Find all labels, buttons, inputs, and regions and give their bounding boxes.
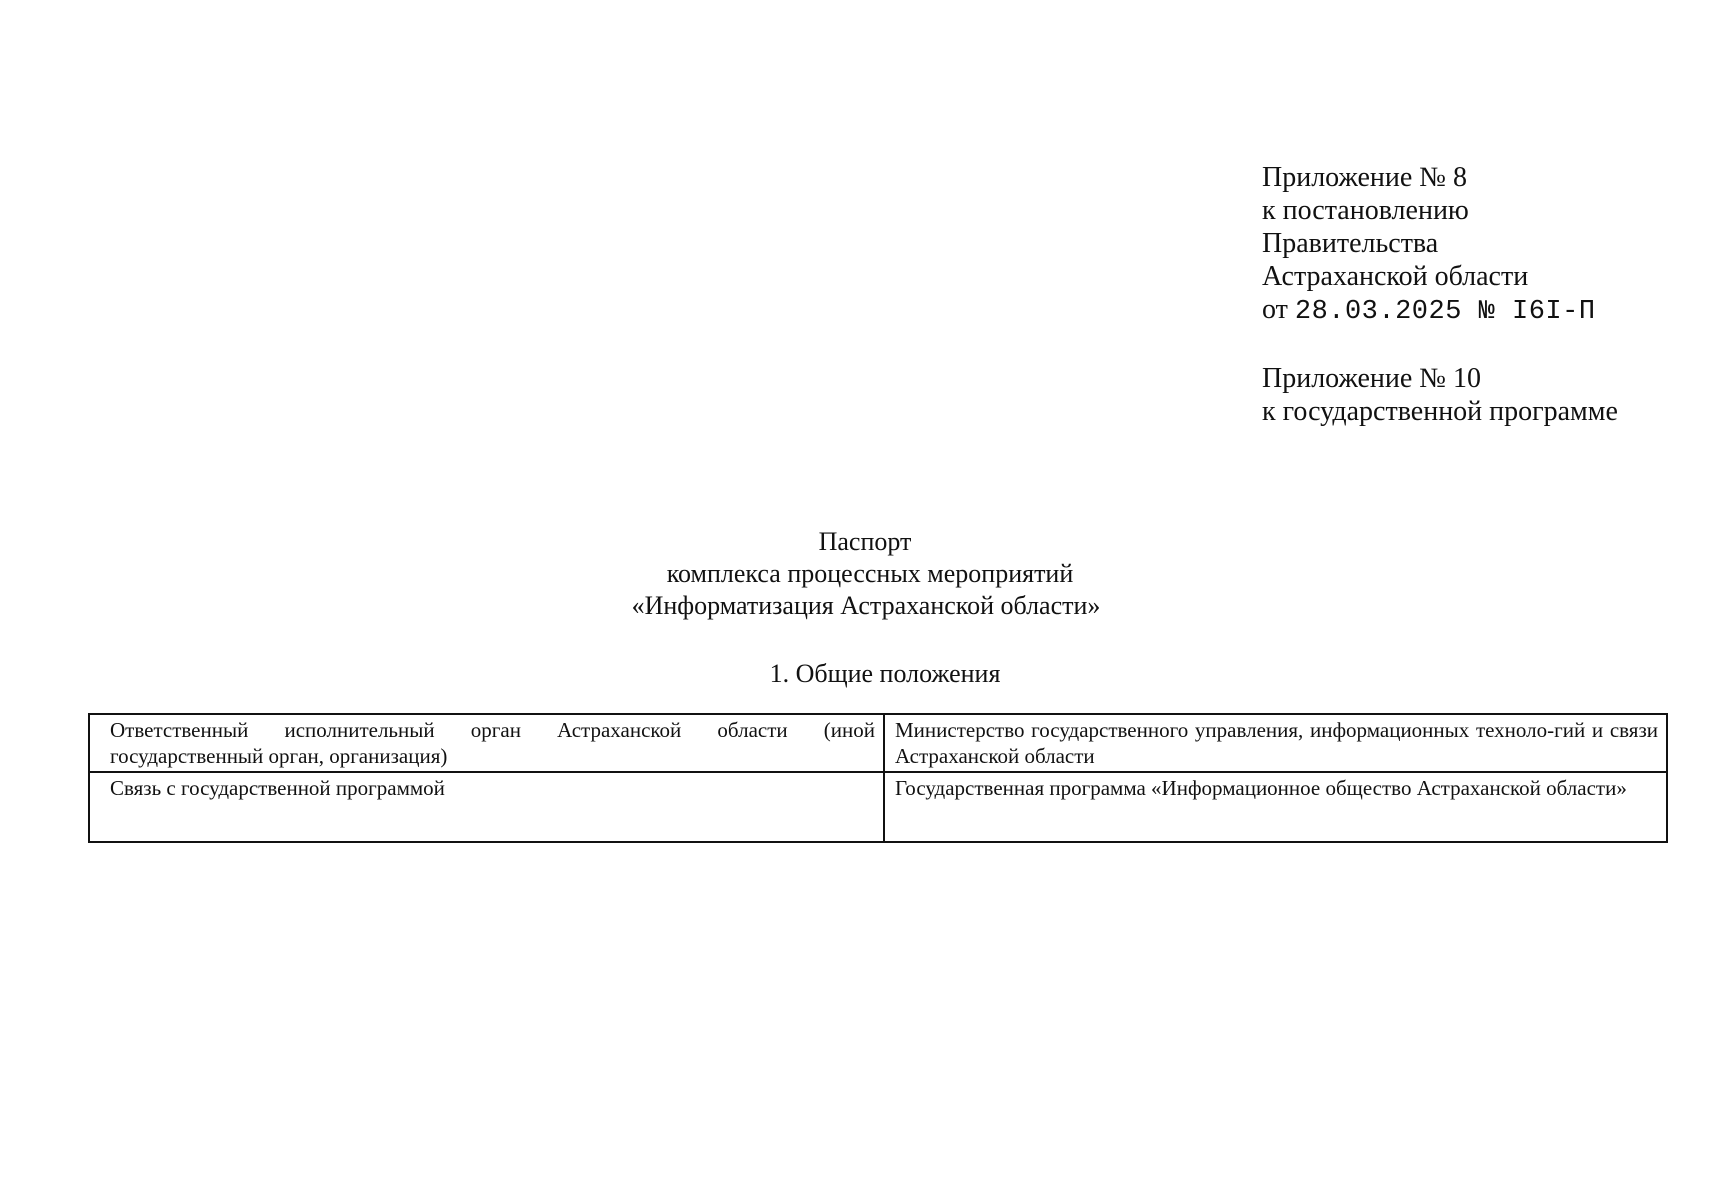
appendix-program-title: Приложение № 10	[1262, 363, 1481, 394]
date-number-stamp: 28.03.2025 № I6I-П	[1294, 297, 1596, 327]
table-cell-label: Ответственный исполнительный орган Астраханской области (иной государственный орган, организация)	[89, 714, 884, 772]
title-complex: комплекса процессных мероприятий	[666, 559, 1074, 588]
table-cell-label: Связь с государственной программой	[89, 772, 884, 842]
section-heading: 1. Общие положения	[769, 659, 1001, 688]
document-title	[0, 526, 1720, 622]
date-prefix: от	[1262, 294, 1288, 325]
table-cell-value: Государственная программа «Информационное общество Астраханской области»	[884, 772, 1667, 842]
appendix-government: Правительства	[1262, 228, 1439, 259]
appendix-date-line	[1262, 293, 1702, 329]
title-name: «Информатизация Астраханской области»	[631, 591, 1101, 620]
appendix-program-ref: к государственной программе	[1262, 396, 1618, 427]
appendix-title: Приложение № 8	[1262, 162, 1467, 193]
appendix-block	[1262, 161, 1702, 428]
general-provisions-table	[88, 713, 1668, 843]
appendix-spacer	[1262, 329, 1702, 362]
table-row	[89, 772, 1667, 842]
title-passport: Паспорт	[818, 527, 912, 556]
table-cell-value: Министерство государственного управления, информационных техноло-гий и связи Астраханской области	[884, 714, 1667, 772]
table-row	[89, 714, 1667, 772]
appendix-region: Астраханской области	[1262, 261, 1529, 292]
appendix-resolution-ref: к постановлению	[1262, 195, 1469, 226]
